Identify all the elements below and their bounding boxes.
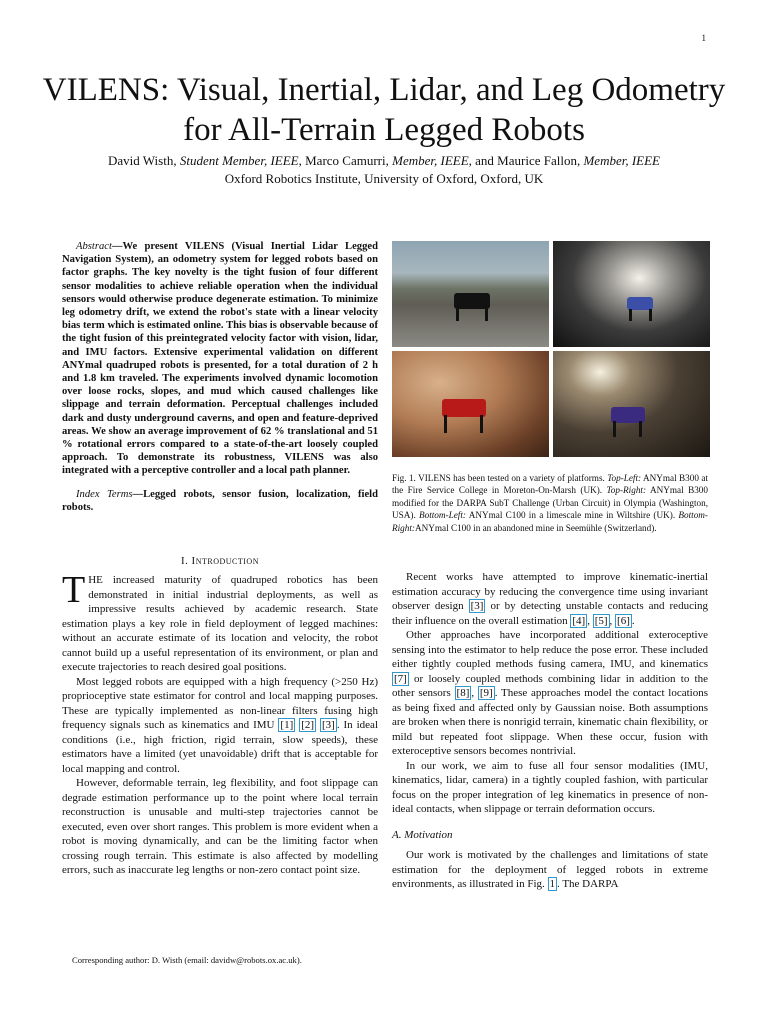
paragraph-text: HE increased maturity of quadruped robotics has been demonstrated in initial industrial deployments, as well as impressive results achieved by academic research. State estimation plays a key role in field deployment of legged machines: without an accurate estimate of its location and velocity, the robot cannot build up a useful representation of its environment, or plan and execute trajectories to reach desired goal positions. xyxy=(62,574,378,673)
affiliation: Oxford Robotics Institute, University of Oxford, Oxford, UK xyxy=(224,171,544,186)
robot-leg xyxy=(629,309,632,321)
section-heading-introduction xyxy=(62,555,378,567)
index-terms-label: Index Terms xyxy=(76,488,133,500)
paragraph-text: or loosely coupled methods combining lidar in addition to the other sensors xyxy=(392,672,708,699)
body-paragraph: Recent works have attempted to improve kinematic-inertial estimation accuracy by reducing the convergence time using invariant observer design [3] or by detecting unstable contacts and reducing their influence on the overall estimation [4] , [5] , [6] . xyxy=(392,571,709,627)
caption-label: Top-Right: xyxy=(606,485,647,496)
citation-link[interactable]: [4] xyxy=(572,614,586,627)
robot-leg xyxy=(480,415,483,433)
citation-link[interactable]: [5] xyxy=(594,614,608,627)
index-terms xyxy=(62,488,378,514)
citation-link[interactable]: [8] xyxy=(456,687,470,699)
figure-image-grid xyxy=(392,241,708,457)
figure-1 xyxy=(392,241,708,466)
caption-text: ANYmal C100 in an abandoned mine in Seemühle (Switzerland). xyxy=(414,522,657,533)
author-role: Member, IEEE xyxy=(583,153,660,168)
body-column-left xyxy=(62,569,379,878)
subsection-heading-motivation: A. Motivation xyxy=(392,828,453,841)
robot-leg xyxy=(456,307,459,321)
paragraph-text: However, deformable terrain, leg flexibility, and foot slippage can degrade estimation performance up to the point where local terrain reconstruction is unusable and multi-step trajectories cannot be executed, even over short ranges. This problem is more evident when a robot is moving dynamically, and can be the limiting factor when crossing rough terrain. This estimate is also affected by modelling errors, such as inaccurate leg lengths or non-zero contact point size. xyxy=(62,777,378,876)
caption-text: Fig. 1. VILENS has been tested on a variety of platforms. xyxy=(392,473,608,483)
citation-link[interactable]: [1] xyxy=(280,719,294,731)
caption-label: Bottom-Left: xyxy=(419,510,466,521)
section-numeral: I. xyxy=(181,555,192,567)
title-line-2: for All-Terrain Legged Robots xyxy=(183,112,585,148)
title-line-1: VILENS: Visual, Inertial, Lidar, and Leg Odometry xyxy=(42,72,726,108)
author-list xyxy=(40,152,728,170)
caption-label: Top-Left: xyxy=(607,473,642,483)
author-fallon: , and Maurice Fallon, xyxy=(468,153,581,168)
paragraph-text: Recent works have attempted to improve kinematic-inertial estimation accuracy by reducing the convergence time using invariant observer design xyxy=(392,571,708,612)
body-column-right xyxy=(392,570,708,892)
figure-image-bottom-right xyxy=(553,351,710,457)
author-wisth: David Wisth, xyxy=(108,153,177,168)
figure-image-top-left xyxy=(392,241,549,347)
paragraph-text: In our work, we aim to fuse all four sensor modalities (IMU, kinematics, lidar, camera) in a tightly coupled fashion, with particular focus on the proper integration of leg kinematics in presence of non-ideal contacts, when slippage or terrain deformation occurs. xyxy=(392,759,708,815)
body-paragraph: Other approaches have incorporated additional exteroceptive sensing into the estimator to help reduce the pose error. These included either tightly coupled methods fusing camera, IMU, and kinematics [7] or loosely coupled methods combining lidar in addition to the other sensors [8] , [9] . These approaches model the contact locations as being fixed and affected only by Gaussian noise. Both assumptions are broken when there is nonrigid terrain, kinematic chain flexibility, or mild but repeated foot slippage. When these occur, fusion with exteroceptive sensors becomes nontrivial. xyxy=(392,629,708,757)
caption-text: ANYmal B300 at the Fire Service College in Moreton-On-Marsh (UK). xyxy=(392,473,708,496)
author-role: Student Member, IEEE xyxy=(179,153,299,168)
abstract-text: —We present VILENS (Visual Inertial Lidar Legged Navigation System), an odometry system for legged robots based on factor graphs. The key novelty is the tight fusion of four different sensor modalities to achieve reliable operation when the individual sensors would otherwise produce degenerate estimation. To minimize leg odometry drift, we extend the robot's state with a linear velocity bias term which is estimated online. This bias is observable because of the tight fusion of this preintegrated velocity factor with vision, lidar, and IMU factors. Extensive experimental validation on different ANYmal quadruped robots is presented, for a total duration of 2 h and 1.8 km traveled. The experiments involved dynamic locomotion over loose rocks, slopes, and mud which caused challenges like slippage and terrain deformation. Perceptual challenges included dark and dusty underground caverns, and open and feature-deprived areas. We show an average improvement of 62 % translational and 51 % rotational errors compared to a state-of-the-art loosely coupled approach. To demonstrate its robustness, VILENS was also integrated with a perceptive controller and a local path planner. xyxy=(62,241,378,477)
caption-text: ANYmal C100 in a limescale mine in Wiltshire (UK). xyxy=(465,510,679,521)
body-paragraph xyxy=(392,759,708,817)
citation-link[interactable]: [2] xyxy=(301,719,315,731)
body-paragraph xyxy=(392,848,708,892)
section-title: Introduction xyxy=(191,555,259,567)
figure-link[interactable]: 1 xyxy=(549,878,556,890)
author-block xyxy=(40,152,728,188)
citation-link[interactable]: [7] xyxy=(394,672,407,685)
robot-leg xyxy=(485,307,488,321)
paragraph-text: Most legged robots are equipped with a high frequency (>250 Hz) proprioceptive state estimator for control and local mapping purposes. These are typically implemented as non-linear filters fusing high frequency signals such as kinematics and IMU xyxy=(62,675,378,731)
author-role: Member, IEEE xyxy=(392,153,469,168)
paper-title xyxy=(40,70,728,150)
paragraph-text: Our work is motivated by the challenges and limitations of state estimation for the deployment of legged robots in extreme environments, as illustrated in Fig. xyxy=(392,849,708,890)
caption-text: ANYmal B300 modified for the DARPA SubT Challenge (Urban Circuit) in Olympia (Washington, USA). xyxy=(392,485,708,521)
figure-image-top-right xyxy=(553,241,710,347)
robot-leg xyxy=(613,421,616,437)
paragraph-text: . The DARPA xyxy=(557,878,619,890)
paragraph-text: or by detecting unstable contacts and reducing their influence on the overall estimation xyxy=(392,600,709,627)
paragraph-text: Other approaches have incorporated additional exteroceptive sensing into the estimator to help reduce the pose error. These included either tightly coupled methods fusing camera, IMU, and kinematics xyxy=(392,629,708,670)
citation-link[interactable]: [3] xyxy=(321,719,335,731)
caption-label: Bottom-Right: xyxy=(392,510,708,533)
page-number: 1 xyxy=(701,33,706,43)
body-paragraph xyxy=(62,675,378,777)
abstract-paragraph xyxy=(62,240,378,478)
robot-leg xyxy=(639,421,642,437)
figure-caption xyxy=(392,472,708,534)
footnote: Corresponding author: D. Wisth (email: davidw@robots.ox.ac.uk). xyxy=(72,955,302,965)
robot-leg xyxy=(444,415,447,433)
body-paragraph xyxy=(62,776,378,878)
paragraph-text: . In ideal conditions (i.e., high friction, rigid terrain, slow speeds), these estimators have a limited (yet unavoidable) drift that is acceptable for local mapping and control. xyxy=(62,719,379,775)
author-camurri: , Marco Camurri, xyxy=(298,153,389,168)
citation-link[interactable]: [6] xyxy=(617,614,630,627)
figure-image-bottom-left xyxy=(392,351,549,457)
body-paragraph xyxy=(62,569,378,675)
citation-link[interactable]: [9] xyxy=(479,687,493,699)
citation-link[interactable]: [3] xyxy=(470,600,484,612)
robot-leg xyxy=(649,309,652,321)
drop-cap: T xyxy=(62,569,86,611)
abstract xyxy=(62,240,378,514)
index-terms-text: —Legged robots, sensor fusion, localization, field robots. xyxy=(62,488,378,513)
paragraph-text: . These approaches model the contact locations as being fixed and affected only by Gaussian noise. Both assumptions are broken when there is nonrigid terrain, kinematic chain flexibility, or mild but repeated foot slippage. When these occur, fusion with exteroceptive sensors becomes nontrivial. xyxy=(392,687,708,757)
abstract-label: Abstract xyxy=(76,241,112,252)
